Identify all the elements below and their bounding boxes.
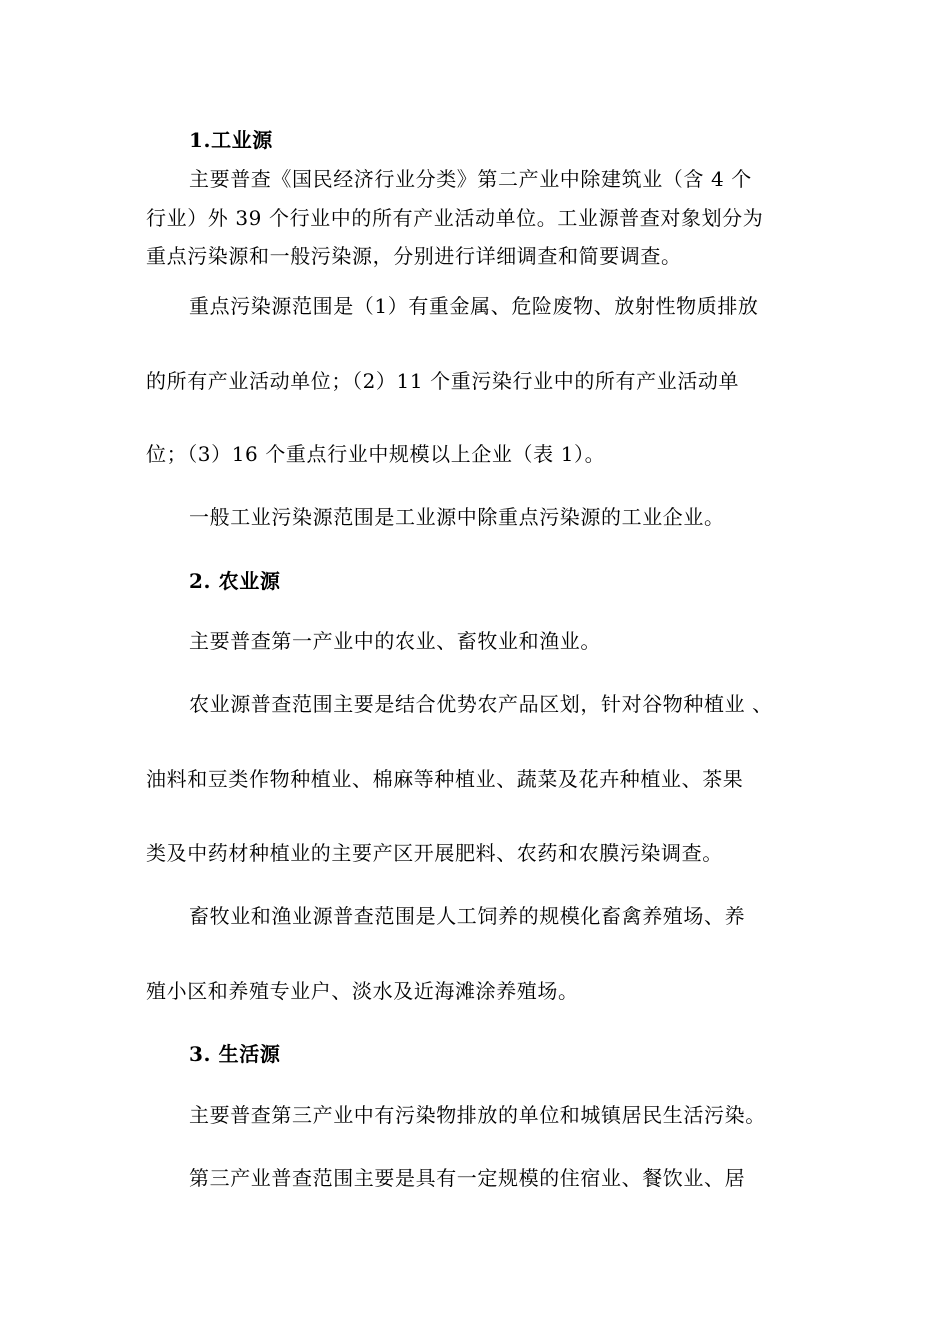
paragraph-line: 畜牧业和渔业源普查范围是人工饲养的规模化畜禽养殖场、养 (189, 904, 746, 928)
paragraph-line: 行业）外 39 个行业中的所有产业活动单位。工业源普查对象划分为 (146, 206, 764, 230)
paragraph-line: 一般工业污染源范围是工业源中除重点污染源的工业企业。 (189, 505, 725, 529)
section-heading-domestic: 3. 生活源 (189, 1042, 281, 1066)
paragraph-line: 农业源普查范围主要是结合优势农产品区划，针对谷物种植业 、 (189, 692, 773, 716)
section-heading-industrial: 1.工业源 (189, 128, 273, 152)
paragraph-line: 重点污染源范围是（1）有重金属、危险废物、放射性物质排放 (189, 294, 759, 318)
paragraph-line: 的所有产业活动单位；（2）11 个重污染行业中的所有产业活动单 (146, 369, 740, 393)
paragraph-line: 重点污染源和一般污染源，分别进行详细调查和简要调查。 (146, 244, 682, 268)
paragraph-line: 主要普查第一产业中的农业、畜牧业和渔业。 (189, 629, 601, 653)
paragraph-line: 殖小区和养殖专业户、淡水及近海滩涂养殖场。 (146, 979, 579, 1003)
paragraph-line: 油料和豆类作物种植业、棉麻等种植业、蔬菜及花卉种植业、茶果 (146, 767, 744, 791)
paragraph-line: 位；（3）16 个重点行业中规模以上企业（表 1）。 (146, 442, 606, 466)
paragraph-line: 主要普查《国民经济行业分类》第二产业中除建筑业（含 4 个 (189, 167, 752, 191)
paragraph-line: 类及中药材种植业的主要产区开展肥料、农药和农膜污染调查。 (146, 841, 723, 865)
section-heading-agricultural: 2. 农业源 (189, 569, 281, 593)
paragraph-line: 主要普查第三产业中有污染物排放的单位和城镇居民生活污染。 (189, 1103, 766, 1127)
paragraph-line: 第三产业普查范围主要是具有一定规模的住宿业、餐饮业、居 (189, 1166, 746, 1190)
